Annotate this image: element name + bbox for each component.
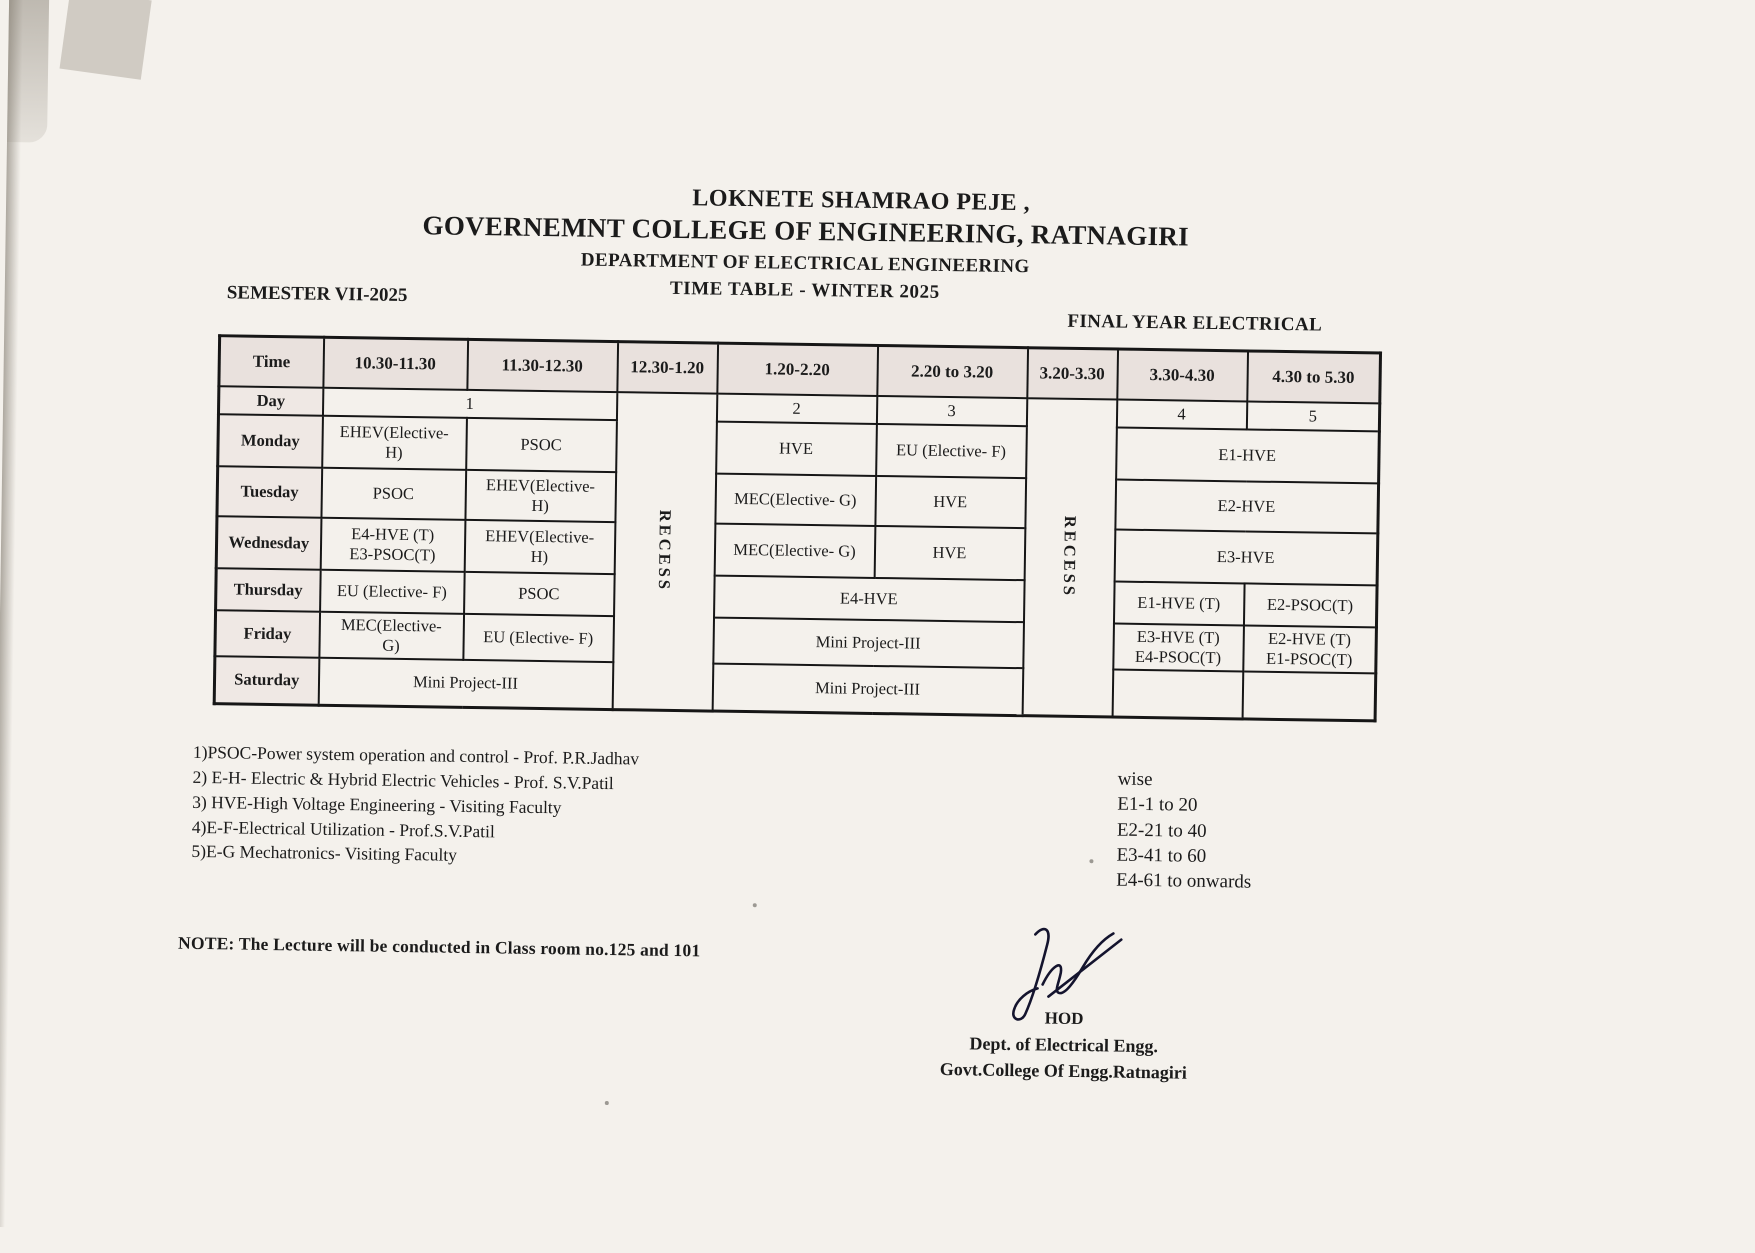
batch-range: E4-61 to onwards: [1116, 869, 1252, 893]
empty-cell: [1112, 669, 1243, 719]
timetable-cell: E1-HVE (T): [1113, 581, 1244, 625]
corner-time-cell: Time: [219, 336, 324, 388]
subject-note: 3) HVE-High Voltage Engineering - Visiting Faculty: [192, 791, 562, 818]
day-label: Thursday: [216, 568, 321, 612]
timetable-cell: E2-PSOC(T): [1243, 583, 1377, 627]
subject-note: 4)E-F-Electrical Utilization - Prof.S.V.Patil: [191, 816, 495, 841]
timetable-cell: MEC(Elective- G): [319, 611, 464, 659]
timetable-cell: EHEV(Elective- H): [322, 415, 467, 469]
subject-notes-list: [191, 740, 639, 871]
recess-cell: RECESS: [612, 392, 717, 711]
period-number: 5: [1246, 401, 1379, 431]
timetable-cell: PSOC: [464, 571, 615, 615]
signoff-title: HOD: [1044, 1008, 1084, 1029]
signoff-block: [898, 1004, 1229, 1086]
batch-range: E2-21 to 40: [1116, 819, 1207, 842]
timetable-cell: EU (Elective- F): [320, 569, 465, 613]
timetable-cell: [1113, 623, 1244, 671]
timetable-cell: MEC(Elective- G): [715, 473, 876, 525]
timetable-cell: MEC(Elective- G): [714, 523, 875, 577]
day-label: Tuesday: [217, 466, 322, 518]
document-header: [305, 177, 1307, 309]
scan-speck: [1089, 859, 1093, 863]
timetable-cell: PSOC: [466, 417, 617, 471]
timetable-cell: EU (Elective- F): [876, 423, 1027, 477]
timetable-title: TIME TABLE - WINTER 2025: [669, 277, 940, 303]
slot-header: 11.30-12.30: [467, 339, 618, 391]
slot-header: 10.30-11.30: [323, 337, 468, 389]
period-number: 2: [716, 393, 876, 423]
timetable-cell: Mini Project-III: [713, 617, 1024, 668]
period-number: 3: [876, 395, 1026, 425]
timetable-cell: EU (Elective- F): [463, 613, 614, 661]
timetable-cell: PSOC: [321, 467, 466, 519]
timetable-cell: Mini Project-III: [712, 663, 1023, 716]
scan-corner-blotch: [7, 0, 49, 143]
timetable-cell: [320, 517, 465, 571]
signoff-dept: Dept. of Electrical Engg.: [969, 1033, 1159, 1056]
department-name: DEPARTMENT OF ELECTRICAL ENGINEERING: [580, 249, 1030, 277]
slot-header: 3.30-4.30: [1117, 349, 1248, 401]
subject-note: 2) E-H- Electric & Hybrid Electric Vehicles - Prof. S.V.Patil: [192, 766, 614, 793]
day-label: Saturday: [214, 656, 319, 706]
timetable: [213, 334, 1382, 722]
timetable-cell: EHEV(Elective- H): [465, 469, 616, 521]
slot-header: 1.20-2.20: [717, 343, 878, 395]
scan-speck: [605, 1101, 609, 1105]
batch-list-heading: wise: [1117, 768, 1153, 791]
semester-label: SEMESTER VII-2025: [226, 282, 408, 306]
slot-header: 3.20-3.30: [1027, 348, 1118, 399]
period-number: 4: [1116, 399, 1246, 429]
timetable-cell: HVE: [874, 525, 1025, 579]
subject-note: 5)E-G Mechatronics- Visiting Faculty: [191, 841, 458, 866]
timetable-cell: EHEV(Elective- H): [464, 519, 615, 573]
cell-line: E2-HVE (T): [1267, 628, 1352, 649]
timetable-cell: Mini Project-III: [318, 657, 613, 709]
cell-line: E1-PSOC(T): [1265, 648, 1353, 669]
day-label: Friday: [215, 610, 320, 658]
batch-range: E3-41 to 60: [1116, 844, 1207, 867]
timetable-cell: E3-HVE: [1114, 529, 1378, 585]
scan-speck: [753, 903, 757, 907]
year-label: FINAL YEAR ELECTRICAL: [1067, 310, 1323, 336]
cell-line: E4-HVE (T): [351, 523, 435, 545]
period-number: 1: [322, 387, 616, 419]
recess-cell: RECESS: [1022, 398, 1117, 717]
institute-name-line1: LOKNETE SHAMRAO PEJE ,: [692, 185, 1031, 217]
cell-line: E4-PSOC(T): [1134, 646, 1222, 667]
signoff-college: Govt.College Of Engg.Ratnagiri: [939, 1058, 1187, 1083]
slot-header: 4.30 to 5.30: [1247, 351, 1381, 403]
cell-line: E3-PSOC(T): [349, 543, 436, 564]
scan-corner-patch: [60, 0, 152, 80]
timetable-cell: HVE: [875, 475, 1026, 527]
empty-cell: [1242, 671, 1376, 721]
institute-name-line2: GOVERNEMNT COLLEGE OF ENGINEERING, RATNAGIRI: [422, 210, 1190, 252]
timetable-cell: E4-HVE: [714, 575, 1025, 622]
classroom-note: NOTE: The Lecture will be conducted in Class room no.125 and 101: [177, 932, 701, 961]
slot-header: 12.30-1.20: [617, 342, 718, 393]
subject-note: 1)PSOC-Power system operation and control - Prof. P.R.Jadhav: [192, 741, 640, 769]
batch-range: E1-1 to 20: [1117, 793, 1198, 817]
corner-day-cell: Day: [218, 386, 322, 416]
timetable-cell: HVE: [716, 421, 877, 475]
day-label: Wednesday: [216, 516, 321, 570]
slot-header: 2.20 to 3.20: [877, 345, 1028, 397]
batch-roll-list: [1116, 767, 1253, 895]
cell-line: E3-HVE (T): [1136, 626, 1220, 647]
timetable-cell: [1243, 625, 1377, 673]
day-label: Monday: [218, 414, 323, 468]
timetable-cell: E2-HVE: [1115, 479, 1379, 533]
scan-edge-shadow: [0, 0, 23, 1227]
timetable-cell: E1-HVE: [1116, 427, 1380, 483]
